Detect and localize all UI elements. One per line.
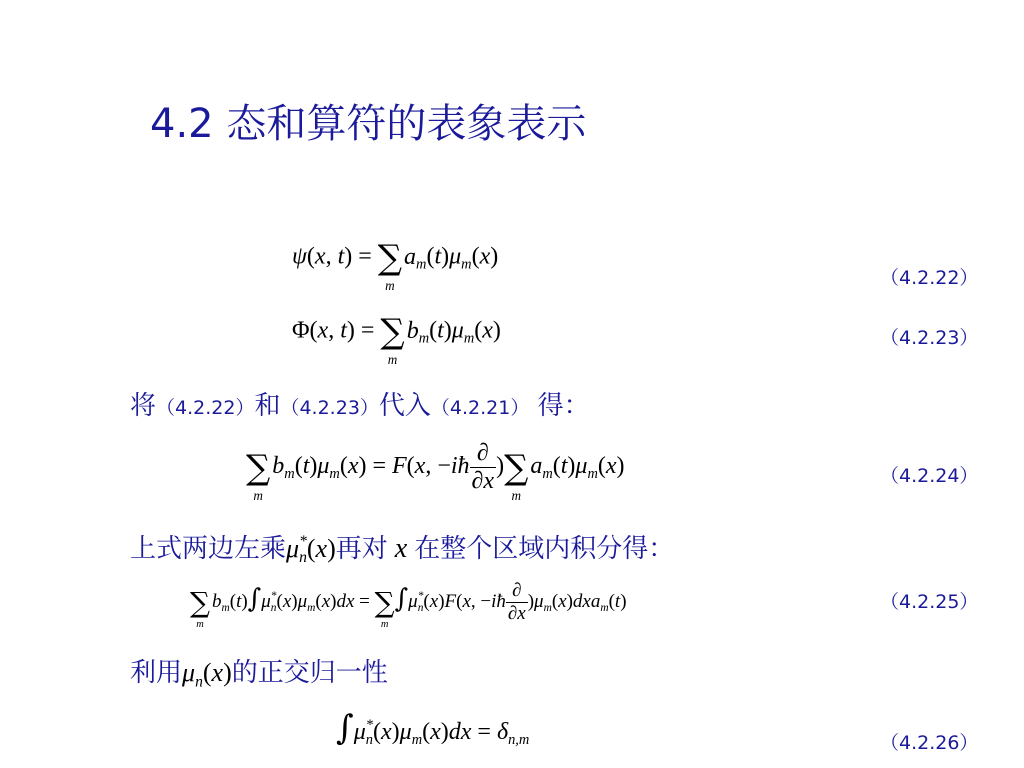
equation-4-2-25: ∑ m $b_m(t)\int\mu^*_n(x)\mu_m(x)dx$ = ∑ m $\int\mu^*_n(x)F(x$, −iħ $\frac{\partial}{\partial x}$ )$\mu_m(x)dxa_m(t)$ — [190, 580, 627, 630]
text-fragment: 在整个区域内积分得： — [414, 534, 675, 564]
equation-number-4-2-25: （4.2.25） — [880, 591, 979, 613]
text-fragment: 的正交归一性 — [231, 658, 388, 688]
multiply-integrate-sentence — [130, 528, 674, 567]
equation-reference: （4.2.22） — [156, 397, 255, 419]
equation-number-4-2-23: （4.2.23） — [880, 327, 979, 349]
math-mu-star-n: $\mu^*_n(x)$ — [286, 533, 336, 567]
equation-reference: （4.2.23） — [280, 397, 379, 419]
orthonormality-sentence — [130, 652, 388, 691]
math-mu-n: $\mu_n(x)$ — [182, 658, 232, 691]
equation-number-4-2-24: （4.2.24） — [880, 465, 979, 487]
text-fragment: 代入 — [378, 391, 431, 421]
equation-4-2-22: ψ(x, t) = ∑ m $a_m(t)\mu_m(x)$ — [292, 238, 499, 293]
equation-4-2-26: $\int\mu^*_n(x)\mu_m(x)dx = \delta_{n,m}$ — [336, 708, 530, 749]
equation-reference: （4.2.21） — [430, 397, 530, 419]
equation-number-4-2-26: （4.2.26） — [880, 732, 979, 754]
substitution-sentence — [130, 385, 590, 422]
equation-number-4-2-22: （4.2.22） — [880, 267, 979, 289]
page-title: 4.2 态和算符的表象表示 — [150, 101, 587, 147]
text-fragment: 再对 — [335, 534, 388, 564]
text-fragment: 上式两边左乘 — [130, 534, 287, 564]
text-fragment: 将 — [130, 391, 157, 421]
text-fragment: 和 — [254, 391, 281, 421]
text-fragment: 得： — [529, 391, 590, 421]
text-fragment: 利用 — [130, 658, 183, 688]
equation-4-2-23: Φ(x, t) = ∑ m $b_m(t)\mu_m(x)$ — [292, 312, 501, 367]
math-x: x — [387, 533, 415, 564]
equation-4-2-24: ∑ m $b_m(t)\mu_m(x) = F(x$, −iħ $\frac{\partial}{\partial x}$ )∑ m $a_m(t)\mu_m(x)$ — [246, 440, 625, 503]
